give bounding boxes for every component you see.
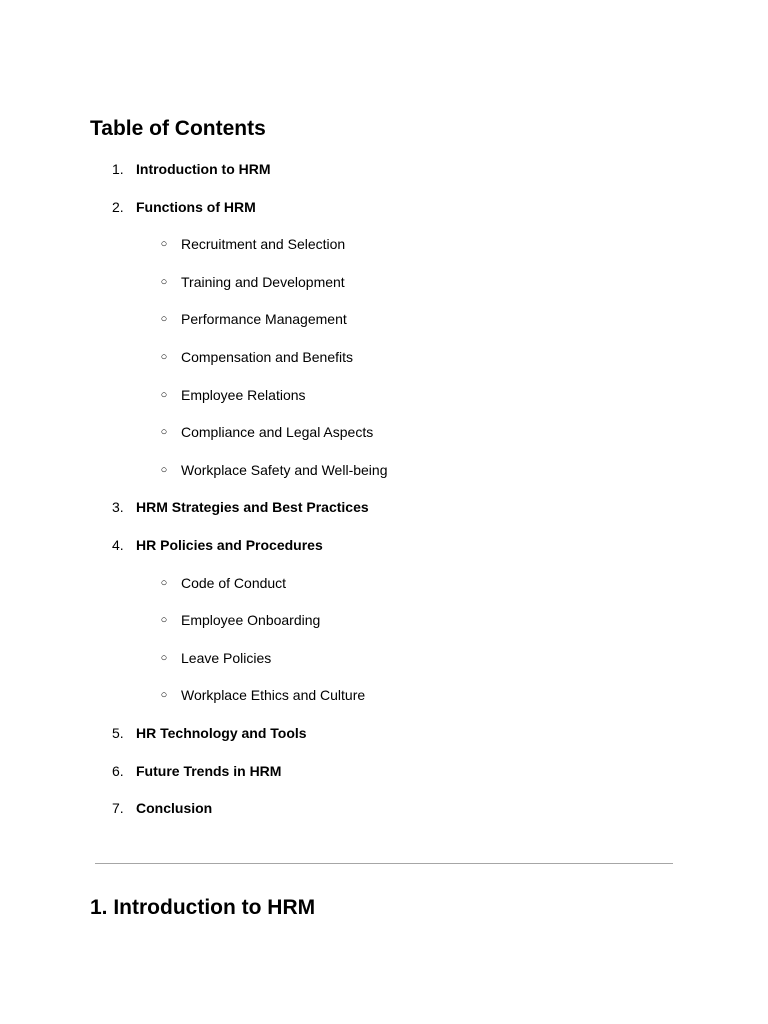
circle-bullet-icon: ○ <box>160 313 168 325</box>
toc-item-number: 1. <box>112 161 124 177</box>
circle-bullet-icon: ○ <box>160 426 168 438</box>
circle-bullet-icon: ○ <box>160 464 168 476</box>
toc-subitem-label[interactable]: Employee Onboarding <box>181 612 321 628</box>
toc-subitem-label[interactable]: Workplace Ethics and Culture <box>181 687 366 703</box>
toc-item-label[interactable]: HRM Strategies and Best Practices <box>136 499 369 515</box>
toc-item-label[interactable]: Conclusion <box>136 800 213 816</box>
toc-item-label[interactable]: Future Trends in HRM <box>136 763 282 779</box>
toc-title: Table of Contents <box>90 117 266 140</box>
circle-bullet-icon: ○ <box>160 238 168 250</box>
toc-subitem-label[interactable]: Leave Policies <box>181 650 272 666</box>
toc-subitem-label[interactable]: Compensation and Benefits <box>181 349 353 365</box>
toc-subitem-label[interactable]: Code of Conduct <box>181 575 287 591</box>
toc-item-label[interactable]: HR Technology and Tools <box>136 725 307 741</box>
toc-item-number: 7. <box>112 800 124 816</box>
section-divider <box>95 863 673 864</box>
toc-subitem-label[interactable]: Recruitment and Selection <box>181 236 346 252</box>
toc-subitem-label[interactable]: Performance Management <box>181 311 347 327</box>
circle-bullet-icon: ○ <box>160 689 168 701</box>
circle-bullet-icon: ○ <box>160 577 168 589</box>
toc-item-number: 4. <box>112 537 124 553</box>
circle-bullet-icon: ○ <box>160 389 168 401</box>
toc-item-label[interactable]: Functions of HRM <box>136 199 256 215</box>
toc-item-number: 3. <box>112 499 124 515</box>
circle-bullet-icon: ○ <box>160 614 168 626</box>
circle-bullet-icon: ○ <box>160 652 168 664</box>
toc-item-number: 6. <box>112 763 124 779</box>
circle-bullet-icon: ○ <box>160 351 168 363</box>
section-heading: 1. Introduction to HRM <box>90 896 316 919</box>
toc-item-label[interactable]: Introduction to HRM <box>136 161 271 177</box>
toc-subitem-label[interactable]: Training and Development <box>181 274 345 290</box>
toc-subitem-label[interactable]: Compliance and Legal Aspects <box>181 424 374 440</box>
toc-subitem-label[interactable]: Workplace Safety and Well-being <box>181 462 388 478</box>
circle-bullet-icon: ○ <box>160 276 168 288</box>
toc-item-number: 2. <box>112 199 124 215</box>
toc-item-label[interactable]: HR Policies and Procedures <box>136 537 323 553</box>
toc-item-number: 5. <box>112 725 124 741</box>
toc-subitem-label[interactable]: Employee Relations <box>181 387 306 403</box>
